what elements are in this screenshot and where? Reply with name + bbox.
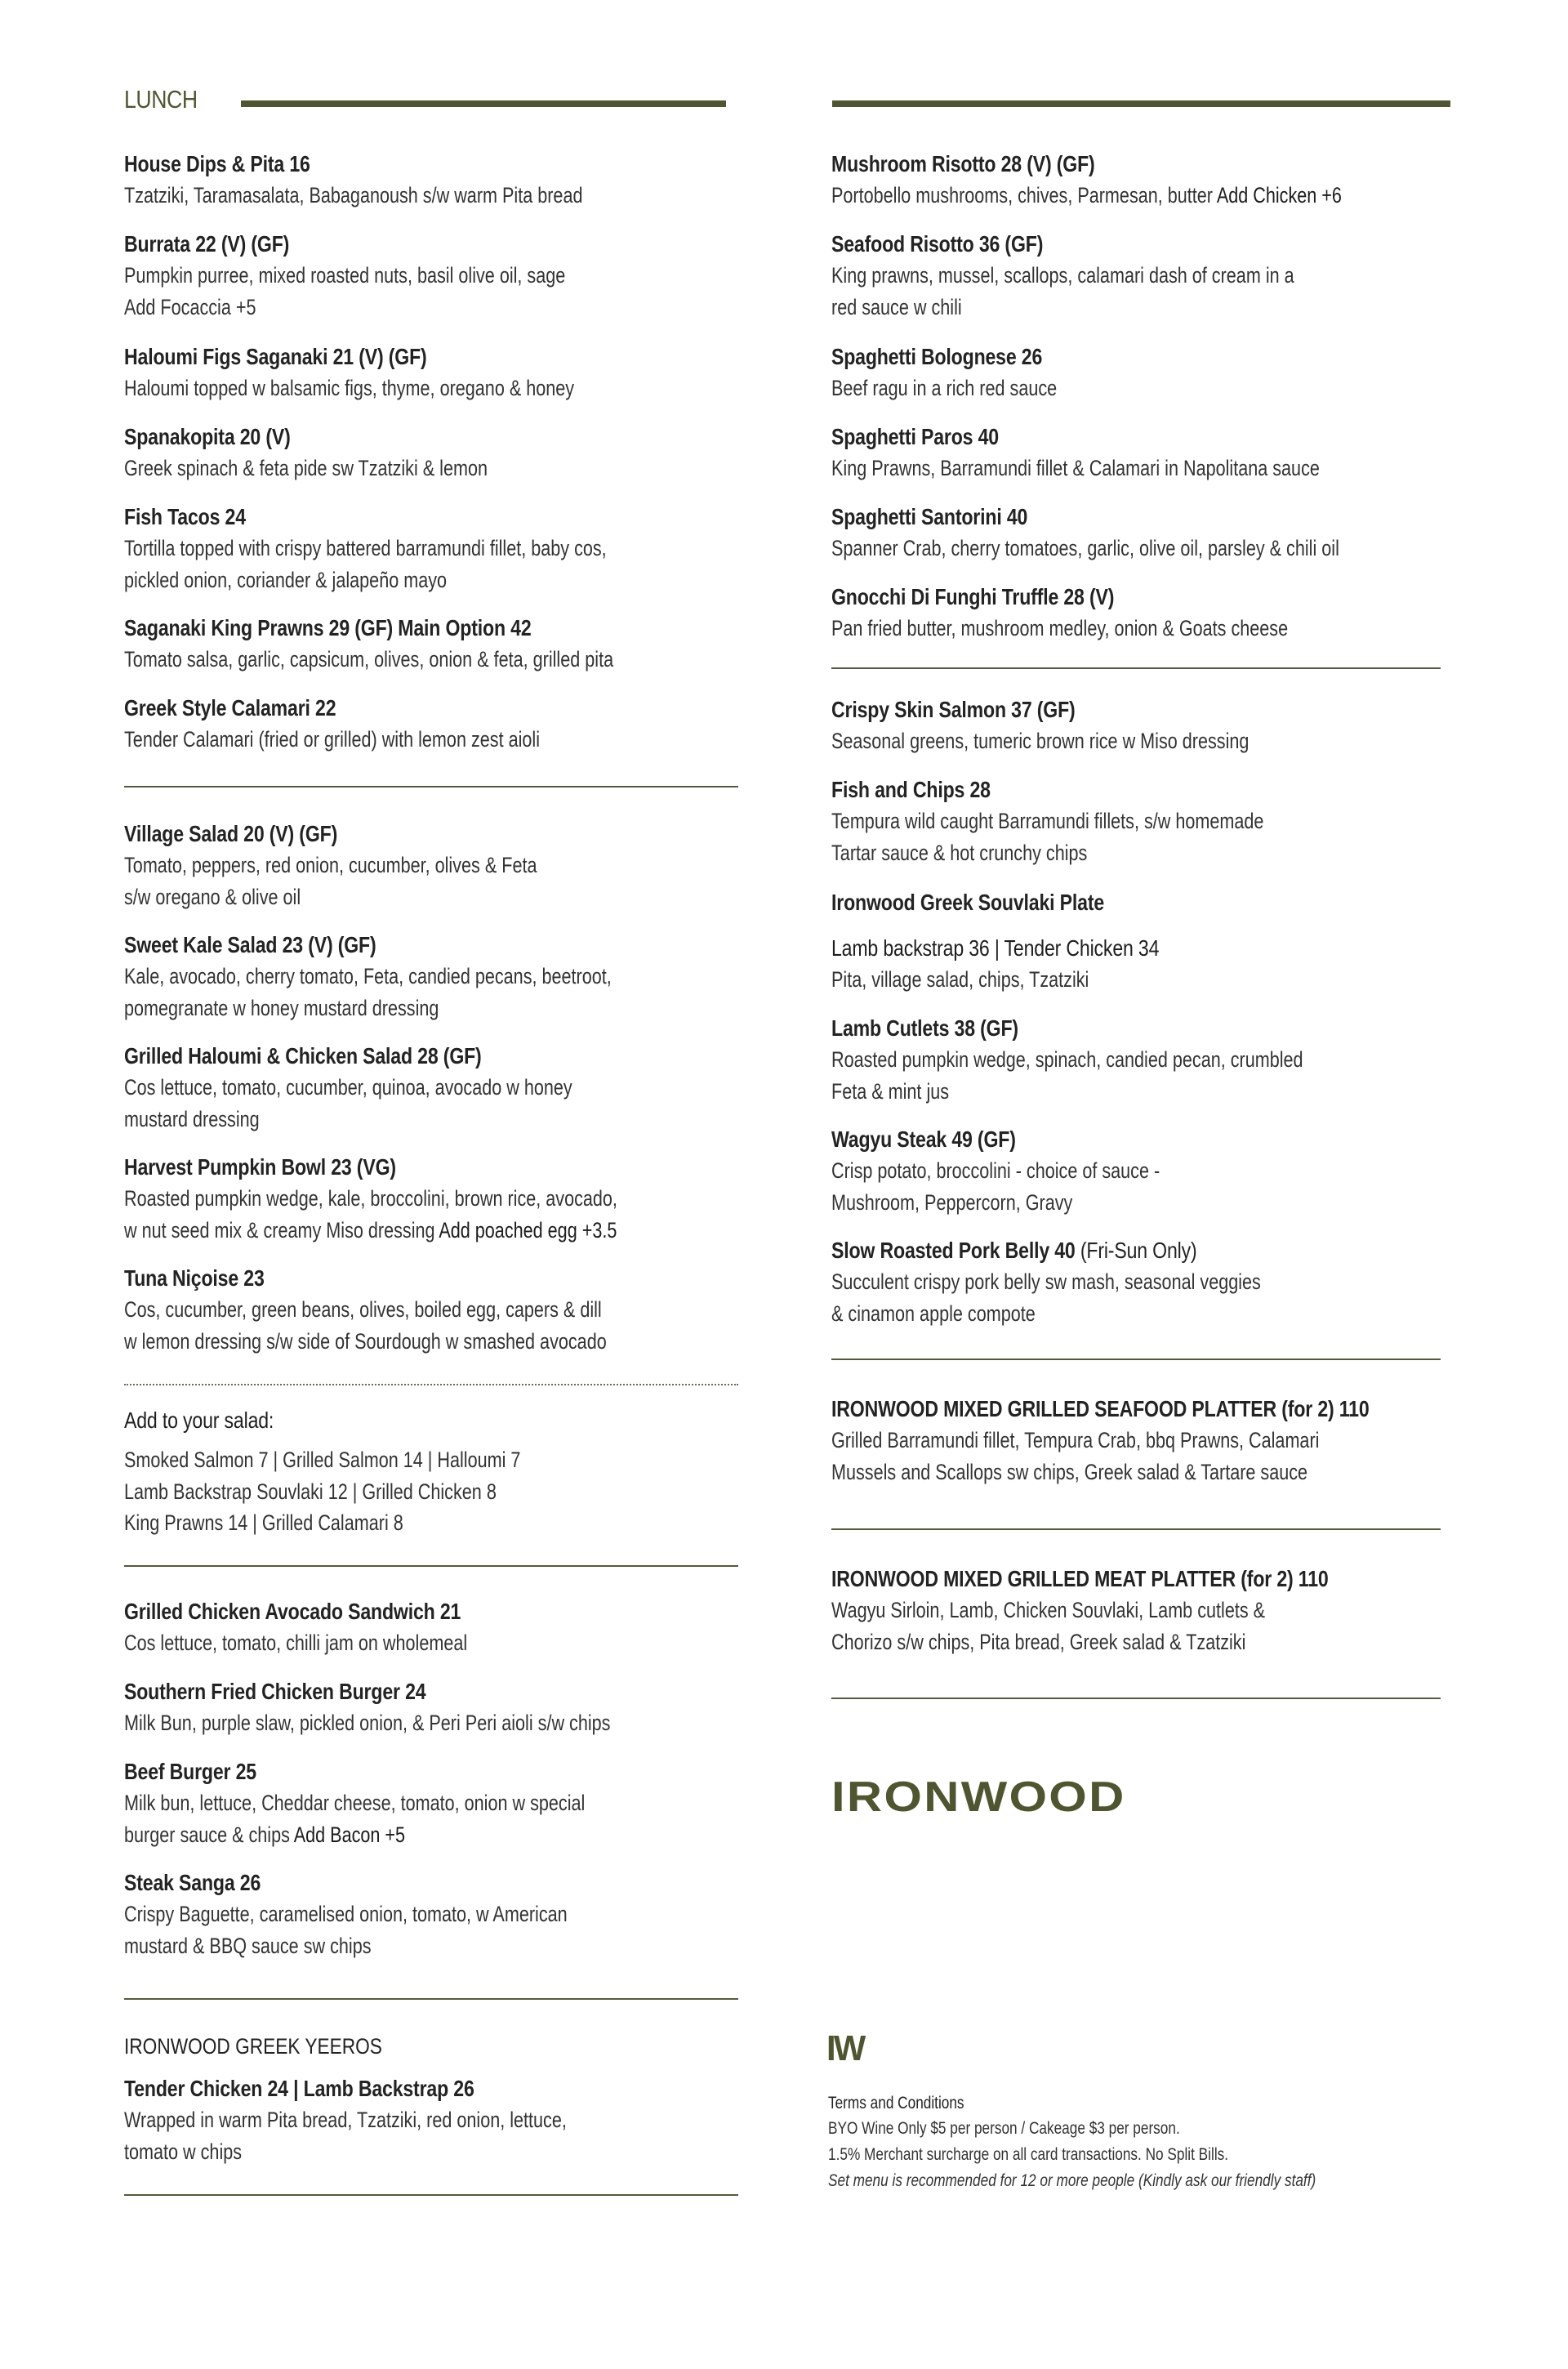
item-desc: Roasted pumpkin wedge, spinach, candied pecan, crumbled: [831, 1047, 1303, 1072]
item-addon: Add Chicken +6: [1216, 183, 1342, 207]
menu-item: [124, 1041, 738, 1135]
item-desc: Mussels and Scallops sw chips, Greek salad & Tartare sauce: [831, 1459, 1308, 1484]
item-desc: Cos lettuce, tomato, cucumber, quinoa, avocado w honey: [124, 1075, 572, 1100]
menu-item: [124, 149, 738, 212]
item-desc: Cos lettuce, tomato, chilli jam on wholemeal: [124, 1631, 468, 1655]
item-desc: Tomato, peppers, red onion, cucumber, olives & Feta: [124, 853, 537, 877]
item-desc: [831, 180, 1342, 212]
item-desc: Tempura wild caught Barramundi fillets, s/w homemade: [831, 809, 1264, 833]
menu-item: [831, 887, 1454, 918]
item-name: [831, 1235, 1354, 1266]
header-bar-left: [241, 100, 726, 107]
item-desc: Crispy Baguette, caramelised onion, tomato, w American: [124, 1902, 568, 1926]
terms-line: BYO Wine Only $5 per person / Cakeage $3 per person.: [828, 2119, 1180, 2138]
yeeros-section: [124, 2031, 738, 2167]
item-addon: Add poached egg +3.5: [439, 1217, 617, 1242]
item-desc: Tender Calamari (fried or grilled) with lemon zest aioli: [124, 727, 540, 752]
add-to-salad-title: Add to your salad:: [124, 1408, 274, 1433]
menu-item: [124, 1596, 738, 1659]
item-name: Spaghetti Bolognese 26: [831, 344, 1043, 369]
item-desc: Chorizo s/w chips, Pita bread, Greek salad & Tzatziki: [831, 1629, 1246, 1654]
menu-item: [831, 774, 1454, 868]
item-desc: w lemon dressing s/w side of Sourdough w smashed avocado: [124, 1328, 607, 1354]
item-name: Tender Chicken 24 | Lamb Backstrap 26: [124, 2076, 474, 2101]
menu-item: [124, 1152, 738, 1246]
item-name: Steak Sanga 26: [124, 1870, 261, 1895]
item-desc: tomato w chips: [124, 2139, 243, 2164]
menu-item: [831, 1235, 1454, 1329]
divider: [831, 1698, 1441, 1699]
menu-item: [831, 694, 1454, 757]
item-name: Beef Burger 25: [124, 1759, 256, 1784]
divider: [124, 2194, 738, 2196]
menu-item: [124, 613, 738, 676]
terms-title: Terms and Conditions: [828, 2094, 964, 2112]
item-desc: Tortilla topped with crispy battered barramundi fillet, baby cos,: [124, 536, 607, 560]
menu-item: [124, 229, 738, 323]
ironwood-logo: IRONWOOD: [831, 1773, 1126, 1821]
item-name: Lamb backstrap 36 | Tender Chicken 34: [831, 935, 1160, 961]
header-bar-right: [832, 100, 1450, 107]
item-desc: Wagyu Sirloin, Lamb, Chicken Souvlaki, Lamb cutlets &: [831, 1598, 1266, 1622]
item-name: Spaghetti Paros 40: [831, 424, 999, 449]
menu-item: [124, 819, 738, 912]
item-desc: Beef ragu in a rich red sauce: [831, 376, 1058, 400]
item-name: Fish Tacos 24: [124, 504, 246, 529]
item-desc: Feta & mint jus: [831, 1078, 950, 1104]
item-desc: [124, 1819, 616, 1851]
item-desc: Tartar sauce & hot crunchy chips: [831, 840, 1088, 865]
item-name: Mushroom Risotto 28 (V) (GF): [831, 151, 1095, 176]
terms-line: 1.5% Merchant surcharge on all card transactions. No Split Bills.: [828, 2145, 1229, 2164]
item-name: Grilled Haloumi & Chicken Salad 28 (GF): [124, 1043, 482, 1069]
item-desc: Tzatziki, Taramasalata, Babaganoush s/w warm Pita bread: [124, 183, 583, 207]
item-name: Greek Style Calamari 22: [124, 695, 336, 721]
item-name: IRONWOOD MIXED GRILLED SEAFOOD PLATTER (for 2) 110: [831, 1396, 1370, 1421]
menu-item: [831, 1394, 1454, 1488]
item-name: Sweet Kale Salad 23 (V) (GF): [124, 932, 376, 957]
item-desc: [124, 1215, 616, 1247]
item-name: Spaghetti Santorini 40: [831, 504, 1028, 529]
item-name: Fish and Chips 28: [831, 777, 991, 802]
item-name: Saganaki King Prawns 29 (GF) Main Option 42: [124, 615, 532, 640]
item-desc: King Prawns, Barramundi fillet & Calamari in Napolitana sauce: [831, 456, 1320, 480]
item-name-text: Slow Roasted Pork Belly 40: [831, 1238, 1076, 1263]
menu-item: [831, 341, 1454, 404]
add-to-salad-line: Smoked Salmon 7 | Grilled Salmon 14 | Halloumi 7: [124, 1448, 521, 1472]
item-desc: Greek spinach & feta pide sw Tzatziki & lemon: [124, 456, 488, 480]
item-desc-text: burger sauce & chips: [124, 1822, 290, 1847]
item-desc: Roasted pumpkin wedge, kale, broccolini, brown rice, avocado,: [124, 1186, 617, 1211]
divider: [831, 1358, 1441, 1360]
add-to-salad-line: Lamb Backstrap Souvlaki 12 | Grilled Chicken 8: [124, 1479, 497, 1504]
item-desc: red sauce w chili: [831, 294, 962, 319]
item-desc: & cinamon apple compote: [831, 1300, 1036, 1326]
item-name: Lamb Cutlets 38 (GF): [831, 1015, 1018, 1041]
item-name: House Dips & Pita 16: [124, 151, 310, 176]
item-name: Spanakopita 20 (V): [124, 424, 291, 449]
item-name: Wagyu Steak 49 (GF): [831, 1127, 1016, 1152]
item-desc-text: w nut seed mix & creamy Miso dressing: [124, 1217, 435, 1242]
add-to-salad-line: King Prawns 14 | Grilled Calamari 8: [124, 1510, 403, 1535]
iw-monogram-icon: IW: [826, 2028, 864, 2068]
item-desc: Succulent crispy pork belly sw mash, seasonal veggies: [831, 1269, 1261, 1294]
item-desc: Tomato salsa, garlic, capsicum, olives, onion & feta, grilled pita: [124, 647, 614, 671]
item-name: Haloumi Figs Saganaki 21 (V) (GF): [124, 344, 427, 369]
item-desc: mustard & BBQ sauce sw chips: [124, 1933, 372, 1958]
menu-item: [124, 1756, 738, 1850]
menu-item: [831, 582, 1454, 645]
item-desc: mustard dressing: [124, 1106, 260, 1131]
item-desc: pickled onion, coriander & jalapeño mayo: [124, 567, 448, 592]
lunch-header: [124, 85, 738, 118]
item-addon: Add Bacon +5: [293, 1822, 406, 1847]
divider: [124, 786, 738, 787]
item-desc: King prawns, mussel, scallops, calamari dash of cream in a: [831, 263, 1294, 288]
item-desc: Pita, village salad, chips, Tzatziki: [831, 967, 1089, 992]
terms-note: Set menu is recommended for 12 or more people (Kindly ask our friendly staff): [828, 2171, 1316, 2190]
menu-item: [124, 1867, 738, 1961]
divider: [831, 667, 1441, 669]
menu-item: [831, 229, 1454, 323]
item-desc: Wrapped in warm Pita bread, Tzatziki, red onion, lettuce,: [124, 2108, 567, 2132]
item-desc: Haloumi topped w balsamic figs, thyme, oregano & honey: [124, 376, 575, 400]
divider: [831, 1528, 1441, 1530]
item-name: Ironwood Greek Souvlaki Plate: [831, 890, 1105, 915]
item-desc: Milk bun, lettuce, Cheddar cheese, tomato, onion w special: [124, 1791, 586, 1815]
item-name: Seafood Risotto 36 (GF): [831, 231, 1044, 257]
item-name: IRONWOOD MIXED GRILLED MEAT PLATTER (for 2) 110: [831, 1566, 1329, 1591]
menu-item: [124, 502, 738, 596]
item-name: Burrata 22 (V) (GF): [124, 231, 290, 257]
item-name: Village Salad 20 (V) (GF): [124, 821, 338, 846]
dotted-divider: [124, 1384, 738, 1385]
item-name-note: (Fri-Sun Only): [1075, 1238, 1197, 1263]
divider: [124, 1565, 738, 1567]
item-name: Harvest Pumpkin Bowl 23 (VG): [124, 1154, 396, 1180]
menu-item: [831, 1013, 1454, 1107]
item-desc: Cos, cucumber, green beans, olives, boiled egg, capers & dill: [124, 1297, 602, 1322]
menu-item: [831, 1564, 1454, 1657]
item-desc: Grilled Barramundi fillet, Tempura Crab, bbq Prawns, Calamari: [831, 1428, 1320, 1452]
menu-item: [124, 1676, 738, 1739]
menu-item: [831, 1124, 1454, 1218]
item-addon: Add Focaccia +5: [124, 294, 256, 319]
item-desc: Pan fried butter, mushroom medley, onion & Goats cheese: [831, 616, 1289, 640]
item-name: Gnocchi Di Funghi Truffle 28 (V): [831, 584, 1115, 609]
item-desc: Pumpkin purree, mixed roasted nuts, basil olive oil, sage: [124, 263, 566, 288]
item-desc: pomegranate w honey mustard dressing: [124, 995, 439, 1020]
section-title: IRONWOOD GREEK YEEROS: [124, 2034, 382, 2059]
menu-item: [831, 422, 1454, 484]
menu-item: [124, 1263, 738, 1357]
item-desc: Milk Bun, purple slaw, pickled onion, & Peri Peri aioli s/w chips: [124, 1711, 611, 1735]
menu-item: [124, 422, 738, 484]
item-desc: Mushroom, Peppercorn, Gravy: [831, 1189, 1073, 1215]
page-title: LUNCH: [124, 85, 198, 114]
menu-item: [124, 930, 738, 1024]
item-name: Grilled Chicken Avocado Sandwich 21: [124, 1599, 461, 1624]
add-to-salad: [124, 1405, 738, 1539]
item-desc: Kale, avocado, cherry tomato, Feta, candied pecans, beetroot,: [124, 964, 612, 988]
menu-item: [124, 693, 738, 756]
item-desc: Crisp potato, broccolini - choice of sauce -: [831, 1158, 1160, 1183]
item-desc-text: Portobello mushrooms, chives, Parmesan, butter: [831, 183, 1214, 207]
menu-item: [831, 933, 1454, 996]
item-name: Tuna Niçoise 23: [124, 1265, 265, 1291]
menu-item: [124, 341, 738, 404]
menu-item: [831, 502, 1454, 564]
item-desc: Seasonal greens, tumeric brown rice w Miso dressing: [831, 729, 1250, 753]
item-desc: s/w oregano & olive oil: [124, 884, 301, 909]
item-desc: Spanner Crab, cherry tomatoes, garlic, olive oil, parsley & chili oil: [831, 536, 1339, 560]
item-name: Southern Fried Chicken Burger 24: [124, 1679, 426, 1704]
divider: [124, 1998, 738, 2000]
item-name: Crispy Skin Salmon 37 (GF): [831, 697, 1076, 722]
terms-and-conditions: [828, 2091, 1449, 2194]
menu-item: [831, 149, 1454, 212]
